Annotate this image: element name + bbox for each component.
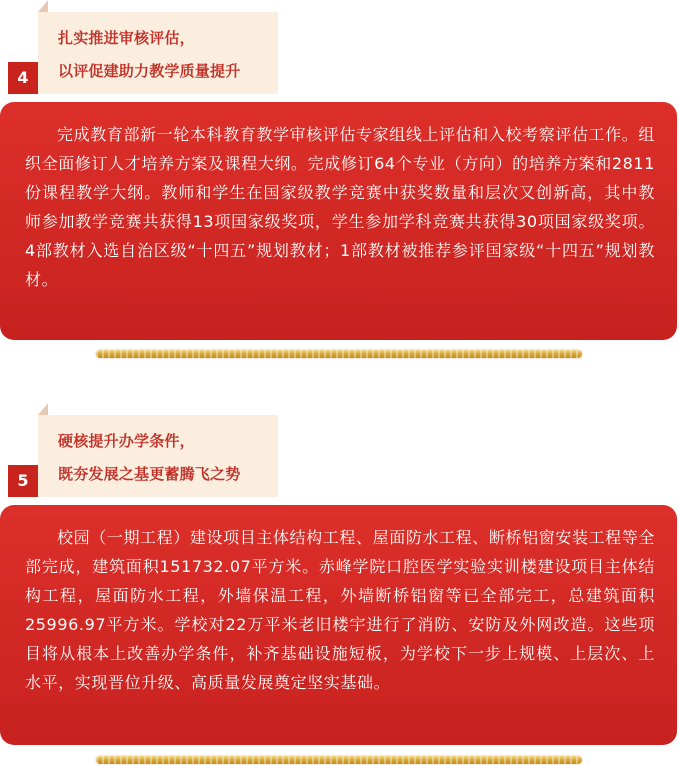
- section-5-body-text: 校园（一期工程）建设项目主体结构工程、屋面防水工程、断桥铝窗安装工程等全部完成，建筑面积151732.07平方米。赤峰学院口腔医学实验实训楼建设项目主体结构工程，屋面防水工程，外墙保温工程，外墙断桥铝窗等已全部完工，总建筑面积25996.97平方米。学校对22万平米老旧楼宇进行了消防、安防及外网改造。这些项目将从根本上改善办学条件，补齐基础设施短板，为学校下一步上规模、上层次、上水平，实现晋位升级、高质量发展奠定坚实基础。: [25, 528, 655, 692]
- section-5-title-line2: 既夯发展之基更蓄腾飞之势: [58, 465, 241, 483]
- section-4-body-card: [0, 102, 677, 340]
- section-4-header: [8, 12, 278, 94]
- section-5-header: [8, 415, 278, 497]
- gold-divider: [96, 756, 582, 764]
- section-5-title-line1: 硬核提升办学条件，: [58, 432, 195, 450]
- section-4-body-text: 完成教育部新一轮本科教育教学审核评估专家组线上评估和入校考察评估工作。组织全面修订人才培养方案及课程大纲。完成修订64个专业（方向）的培养方案和2811份课程教学大纲。教师和学生在国家级教学竞赛中获奖数量和层次又创新高，其中教师参加教学竞赛共获得13项国家级奖项，学生参加学科竞赛共获得30项国家级奖项。4部教材入选自治区级“十四五”规划教材；1部教材被推荐参评国家级“十四五”规划教材。: [25, 125, 655, 289]
- section-4-title-line2: 以评促建助力教学质量提升: [58, 62, 241, 80]
- section-5-number-badge: 5: [8, 465, 38, 497]
- section-5-body-card: [0, 505, 677, 745]
- section-4-title-card: [38, 12, 278, 94]
- header-fold-decoration: [38, 0, 48, 12]
- header-fold-decoration: [38, 403, 48, 415]
- section-5-title-card: [38, 415, 278, 497]
- gold-divider: [96, 350, 582, 358]
- section-4-title-line1: 扎实推进审核评估，: [58, 29, 195, 47]
- section-4-number-badge: 4: [8, 62, 38, 94]
